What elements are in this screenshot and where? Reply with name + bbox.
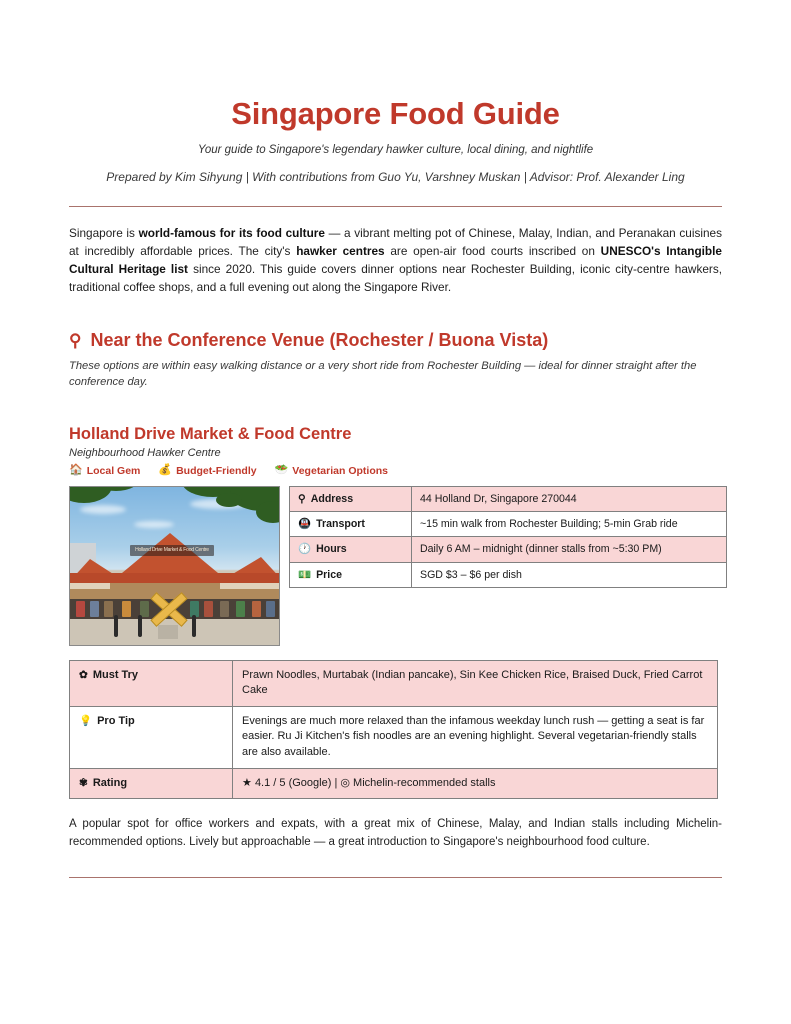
venue-summary: A popular spot for office workers and expats, with a great mix of Chinese, Malay, and Indian stalls including Michelin-recommended options. Lively but approachable — a great introduction to Singapore's neighbourhood food culture. (69, 818, 722, 848)
venue-photo-image (70, 487, 279, 645)
detail-label: Must Try (92, 668, 139, 681)
venue-detail-table (69, 660, 718, 800)
detail-label-cell (70, 706, 233, 768)
table-row-hours (290, 537, 727, 562)
house-icon: 🏠 (69, 464, 83, 477)
info-value-cell: SGD $3 – $6 per dish (412, 562, 727, 587)
intro-text-4: since 2020. This guide covers dinner options near Rochester Building, iconic city-centre hawkers, traditional coffee shops, and a full evening out along the Singapore River. (69, 262, 723, 295)
location-pin-icon: ⚲ (69, 331, 82, 351)
info-value-cell: ~15 min walk from Rochester Building; 5-min Grab ride (412, 511, 727, 536)
info-label: Transport (316, 517, 365, 530)
info-value-cell: 44 Holland Dr, Singapore 270044 (412, 486, 727, 511)
badge-label: Budget-Friendly (176, 464, 257, 477)
document-byline: Prepared by Kim Sihyung | With contributions from Guo Yu, Varshney Muskan | Advisor: Prof. Alexander Ling (106, 170, 685, 184)
table-row-address (290, 486, 727, 511)
venue-name: Holland Drive Market & Food Centre (69, 424, 352, 443)
table-row-rating (70, 768, 718, 799)
table-row-must-try (70, 660, 718, 706)
intro-bold-3: UNESCO's Intangible Cultural Heritage list (69, 244, 722, 277)
info-label-cell (290, 486, 412, 511)
detail-label: Rating (92, 776, 128, 789)
footer-divider (69, 877, 722, 878)
info-label: Price (316, 568, 342, 581)
intro-text-2: — a vibrant melting pot of Chinese, Malay, Indian, and Peranakan cuisines at incredibly affordable prices. The city's (69, 226, 723, 259)
intro-paragraph (69, 224, 722, 296)
info-value-cell: Daily 6 AM – midnight (dinner stalls from ~5:30 PM) (412, 537, 727, 562)
coin-icon: 💰 (158, 464, 173, 477)
table-row-pro-tip (70, 706, 718, 768)
rating-line (242, 777, 495, 789)
star-icon: ★ (242, 776, 252, 789)
section-heading-text: Near the Conference Venue (Rochester / Buona Vista) (90, 330, 549, 351)
clock-icon: 🕐 (298, 543, 312, 556)
badge-budget-friendly (158, 465, 256, 477)
intro-text-3: are open-air food courts inscribed on (384, 244, 601, 259)
badge-label: Vegetarian Options (292, 464, 388, 477)
lightbulb-icon: 💡 (79, 714, 93, 727)
michelin-text: Michelin-recommended stalls (353, 776, 496, 789)
intro-bold-1: world-famous for its food culture (138, 226, 325, 240)
detail-value-cell: Prawn Noodles, Murtabak (Indian pancake), Sin Kee Chicken Rice, Braised Duck, Fried Carrot Cake (233, 660, 718, 706)
rating-value-cell (233, 768, 718, 799)
location-pin-icon: ⚲ (298, 492, 306, 505)
photo-sign-text: Holland Drive Market & Food Centre (135, 546, 209, 553)
table-row-price (290, 562, 727, 587)
michelin-icon: ◎ (340, 776, 350, 789)
detail-label-cell (70, 768, 233, 799)
info-label: Address (310, 492, 354, 505)
detail-label: Pro Tip (97, 714, 135, 727)
badge-local-gem (69, 465, 140, 477)
venue-badges (69, 465, 722, 477)
badge-vegetarian-options (275, 465, 388, 477)
info-label-cell (290, 562, 412, 587)
page-title: Singapore Food Guide (231, 96, 560, 131)
section-note: These options are within easy walking distance or a very short ride from Rochester Building — ideal for dinner straight after the conference day. (69, 360, 697, 389)
rating-score: 4.1 / 5 (Google) (254, 776, 332, 789)
vegetarian-icon: 🥗 (274, 464, 289, 477)
header-divider (69, 206, 722, 207)
money-icon: 💵 (298, 568, 312, 581)
venue-type: Neighbourhood Hawker Centre (69, 446, 221, 459)
detail-value-cell: Evenings are much more relaxed than the infamous weekday lunch rush — getting a seat is far easier. Ru Ji Kitchen's fish noodles are an evening highlight. Several vegetarian-friendly stalls are also available. (233, 706, 718, 768)
venue-info-row (69, 486, 722, 646)
info-label: Hours (316, 543, 347, 556)
transit-icon: 🚇 (298, 517, 312, 530)
document-subtitle: Your guide to Singapore's legendary hawker culture, local dining, and nightlife (197, 144, 594, 156)
detail-label-cell (70, 660, 233, 706)
venue-photo (69, 486, 280, 646)
rosette-icon: ✾ (79, 776, 88, 789)
badge-label: Local Gem (86, 464, 141, 477)
venue-info-table (289, 486, 727, 588)
star-flower-icon: ✿ (79, 668, 88, 681)
rating-separator: | (334, 776, 338, 789)
intro-text-1: Singapore is (69, 226, 139, 240)
section-heading (69, 330, 722, 351)
table-row-transport (290, 511, 727, 536)
intro-bold-2: hawker centres (296, 244, 385, 259)
info-label-cell (290, 511, 412, 536)
info-label-cell (290, 537, 412, 562)
